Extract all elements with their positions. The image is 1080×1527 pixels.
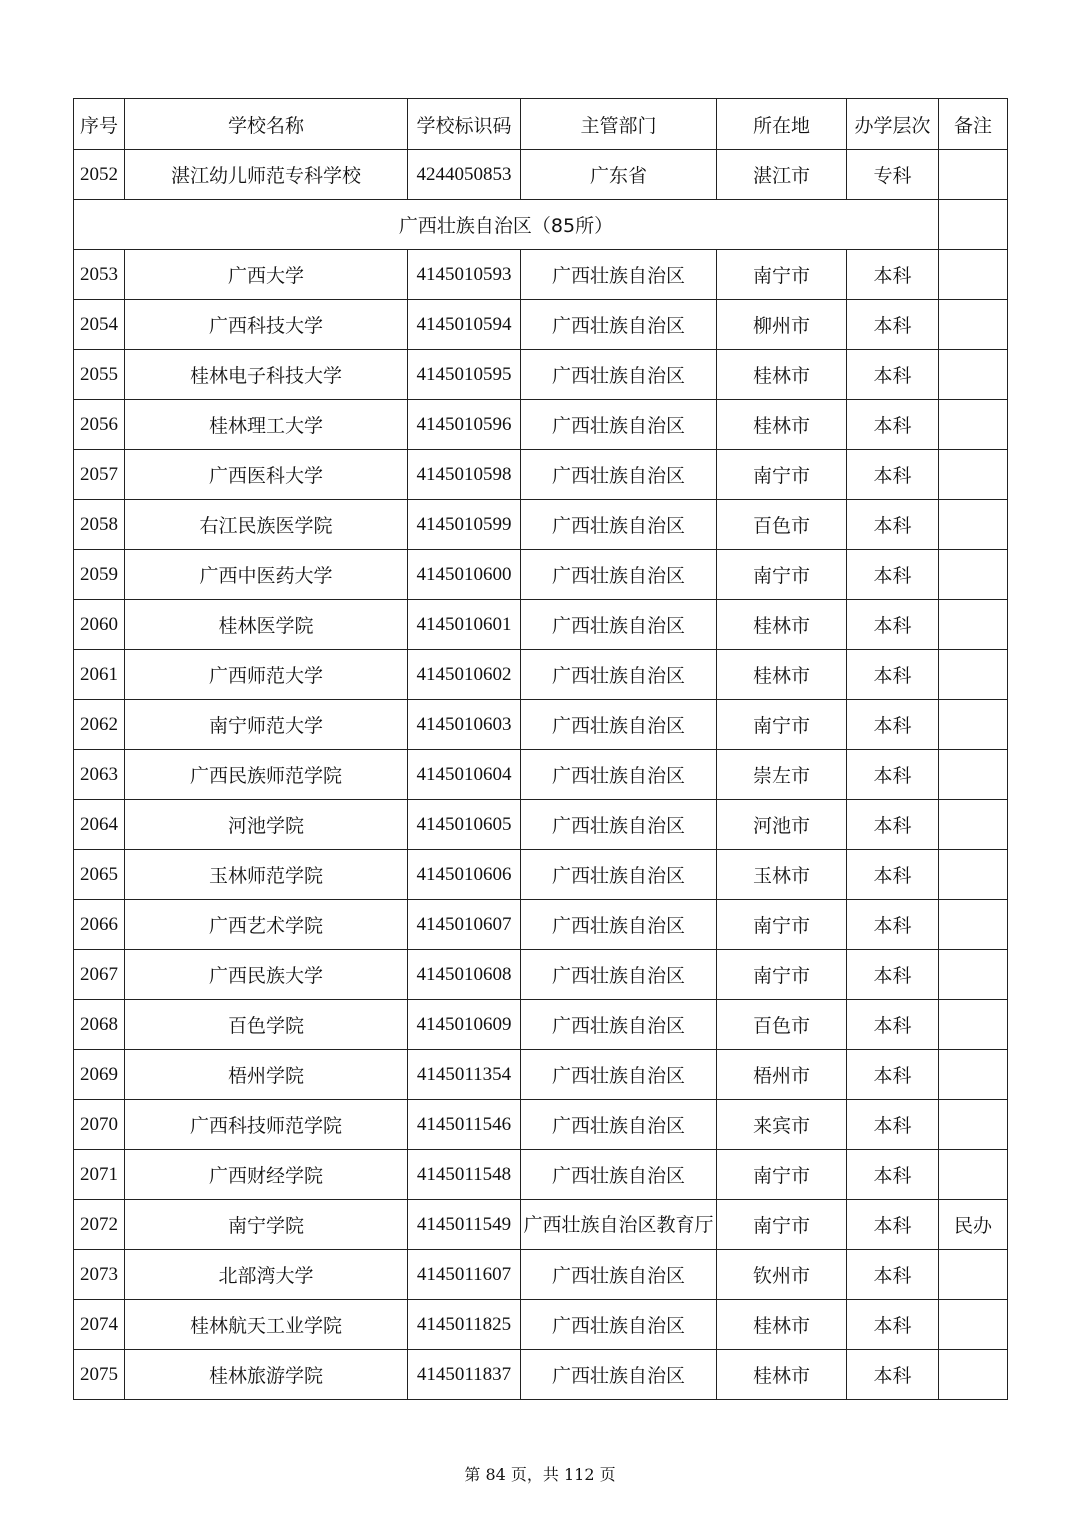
cell-location: 南宁市 bbox=[717, 1200, 847, 1250]
table-row bbox=[74, 350, 1008, 400]
cell-level: 本科 bbox=[847, 1300, 939, 1350]
cell-no: 2074 bbox=[74, 1300, 125, 1350]
cell-department: 广西壮族自治区 bbox=[521, 250, 717, 300]
cell-no: 2053 bbox=[74, 250, 125, 300]
cell-school-code: 4145010600 bbox=[408, 550, 521, 600]
cell-department: 广西壮族自治区 bbox=[521, 450, 717, 500]
cell-no: 2073 bbox=[74, 1250, 125, 1300]
cell-school-code: 4145011546 bbox=[408, 1100, 521, 1150]
cell-school-name: 桂林航天工业学院 bbox=[125, 1300, 408, 1350]
cell-location: 桂林市 bbox=[717, 650, 847, 700]
cell-school-name: 百色学院 bbox=[125, 1000, 408, 1050]
cell-school-code: 4145010601 bbox=[408, 600, 521, 650]
cell-level: 本科 bbox=[847, 900, 939, 950]
header-location: 所在地 bbox=[717, 99, 847, 150]
cell-note bbox=[939, 650, 1008, 700]
table-row bbox=[74, 950, 1008, 1000]
cell-department: 广西壮族自治区 bbox=[521, 850, 717, 900]
table-row bbox=[74, 750, 1008, 800]
cell-level: 本科 bbox=[847, 700, 939, 750]
cell-no: 2059 bbox=[74, 550, 125, 600]
cell-school-name: 北部湾大学 bbox=[125, 1250, 408, 1300]
cell-school-code: 4145010602 bbox=[408, 650, 521, 700]
cell-level: 本科 bbox=[847, 1250, 939, 1300]
cell-school-name: 桂林医学院 bbox=[125, 600, 408, 650]
cell-school-name: 梧州学院 bbox=[125, 1050, 408, 1100]
cell-school-code: 4145011548 bbox=[408, 1150, 521, 1200]
cell-location: 来宾市 bbox=[717, 1100, 847, 1150]
header-no: 序号 bbox=[74, 99, 125, 150]
cell-school-name: 广西民族大学 bbox=[125, 950, 408, 1000]
cell-school-code: 4145010606 bbox=[408, 850, 521, 900]
section-row bbox=[74, 200, 1008, 250]
cell-level: 本科 bbox=[847, 800, 939, 850]
cell-note bbox=[939, 800, 1008, 850]
cell-department: 广西壮族自治区 bbox=[521, 1050, 717, 1100]
table-row bbox=[74, 550, 1008, 600]
table-row bbox=[74, 1150, 1008, 1200]
header-note: 备注 bbox=[939, 99, 1008, 150]
cell-school-code: 4145010594 bbox=[408, 300, 521, 350]
cell-note bbox=[939, 500, 1008, 550]
cell-note bbox=[939, 400, 1008, 450]
cell-department: 广西壮族自治区 bbox=[521, 300, 717, 350]
cell-location: 桂林市 bbox=[717, 350, 847, 400]
cell-note bbox=[939, 1250, 1008, 1300]
cell-department: 广西壮族自治区 bbox=[521, 750, 717, 800]
header-level: 办学层次 bbox=[847, 99, 939, 150]
cell-school-name: 广西财经学院 bbox=[125, 1150, 408, 1200]
table-row bbox=[74, 1350, 1008, 1400]
cell-department: 广西壮族自治区 bbox=[521, 1000, 717, 1050]
cell-no: 2065 bbox=[74, 850, 125, 900]
cell-school-code: 4145010599 bbox=[408, 500, 521, 550]
table-row bbox=[74, 250, 1008, 300]
cell-no: 2072 bbox=[74, 1200, 125, 1250]
cell-location: 南宁市 bbox=[717, 450, 847, 500]
cell-location: 南宁市 bbox=[717, 900, 847, 950]
cell-school-name: 桂林电子科技大学 bbox=[125, 350, 408, 400]
cell-school-code: 4145011354 bbox=[408, 1050, 521, 1100]
cell-location: 湛江市 bbox=[717, 150, 847, 200]
cell-level: 本科 bbox=[847, 1150, 939, 1200]
cell-department: 广西壮族自治区 bbox=[521, 900, 717, 950]
cell-no: 2070 bbox=[74, 1100, 125, 1150]
cell-level: 本科 bbox=[847, 600, 939, 650]
cell-school-code: 4244050853 bbox=[408, 150, 521, 200]
table-row bbox=[74, 800, 1008, 850]
cell-school-name: 广西医科大学 bbox=[125, 450, 408, 500]
cell-location: 南宁市 bbox=[717, 250, 847, 300]
cell-level: 本科 bbox=[847, 500, 939, 550]
cell-school-code: 4145011837 bbox=[408, 1350, 521, 1400]
cell-note bbox=[939, 1100, 1008, 1150]
cell-note bbox=[939, 750, 1008, 800]
cell-no: 2060 bbox=[74, 600, 125, 650]
cell-school-code: 4145011549 bbox=[408, 1200, 521, 1250]
cell-school-code: 4145010595 bbox=[408, 350, 521, 400]
cell-school-name: 右江民族医学院 bbox=[125, 500, 408, 550]
cell-note bbox=[939, 1050, 1008, 1100]
table-row bbox=[74, 500, 1008, 550]
cell-school-name: 河池学院 bbox=[125, 800, 408, 850]
table-row bbox=[74, 1250, 1008, 1300]
cell-level: 本科 bbox=[847, 1200, 939, 1250]
cell-note bbox=[939, 1000, 1008, 1050]
cell-school-name: 广西师范大学 bbox=[125, 650, 408, 700]
cell-school-name: 广西科技师范学院 bbox=[125, 1100, 408, 1150]
cell-location: 桂林市 bbox=[717, 600, 847, 650]
cell-location: 钦州市 bbox=[717, 1250, 847, 1300]
table-row bbox=[74, 600, 1008, 650]
cell-department: 广西壮族自治区 bbox=[521, 700, 717, 750]
cell-school-name: 广西艺术学院 bbox=[125, 900, 408, 950]
cell-location: 玉林市 bbox=[717, 850, 847, 900]
table-row bbox=[74, 1300, 1008, 1350]
cell-no: 2055 bbox=[74, 350, 125, 400]
table-row bbox=[74, 900, 1008, 950]
cell-department: 广西壮族自治区 bbox=[521, 1350, 717, 1400]
cell-location: 南宁市 bbox=[717, 1150, 847, 1200]
cell-department: 广西壮族自治区 bbox=[521, 1250, 717, 1300]
cell-no: 2067 bbox=[74, 950, 125, 1000]
cell-school-name: 玉林师范学院 bbox=[125, 850, 408, 900]
cell-no: 2068 bbox=[74, 1000, 125, 1050]
cell-school-name: 广西民族师范学院 bbox=[125, 750, 408, 800]
cell-level: 本科 bbox=[847, 450, 939, 500]
cell-no: 2061 bbox=[74, 650, 125, 700]
cell-location: 百色市 bbox=[717, 1000, 847, 1050]
cell-school-name: 南宁学院 bbox=[125, 1200, 408, 1250]
cell-note: 民办 bbox=[939, 1200, 1008, 1250]
cell-note bbox=[939, 150, 1008, 200]
cell-no: 2069 bbox=[74, 1050, 125, 1100]
cell-school-code: 4145010608 bbox=[408, 950, 521, 1000]
cell-location: 南宁市 bbox=[717, 950, 847, 1000]
cell-school-code: 4145010598 bbox=[408, 450, 521, 500]
cell-department: 广西壮族自治区 bbox=[521, 1100, 717, 1150]
cell-level: 本科 bbox=[847, 650, 939, 700]
cell-school-name: 桂林旅游学院 bbox=[125, 1350, 408, 1400]
cell-location: 桂林市 bbox=[717, 1300, 847, 1350]
cell-no: 2062 bbox=[74, 700, 125, 750]
section-note-cell bbox=[939, 200, 1008, 250]
cell-location: 柳州市 bbox=[717, 300, 847, 350]
table-row bbox=[74, 400, 1008, 450]
header-department: 主管部门 bbox=[521, 99, 717, 150]
table-row bbox=[74, 300, 1008, 350]
cell-school-code: 4145010607 bbox=[408, 900, 521, 950]
cell-department: 广西壮族自治区 bbox=[521, 800, 717, 850]
cell-level: 本科 bbox=[847, 950, 939, 1000]
section-title: 广西壮族自治区（85所） bbox=[74, 200, 939, 250]
cell-location: 梧州市 bbox=[717, 1050, 847, 1100]
cell-no: 2075 bbox=[74, 1350, 125, 1400]
cell-school-name: 广西中医药大学 bbox=[125, 550, 408, 600]
cell-note bbox=[939, 900, 1008, 950]
cell-no: 2056 bbox=[74, 400, 125, 450]
cell-level: 本科 bbox=[847, 1350, 939, 1400]
cell-note bbox=[939, 350, 1008, 400]
cell-location: 崇左市 bbox=[717, 750, 847, 800]
cell-location: 百色市 bbox=[717, 500, 847, 550]
cell-level: 专科 bbox=[847, 150, 939, 200]
cell-school-code: 4145010604 bbox=[408, 750, 521, 800]
cell-no: 2066 bbox=[74, 900, 125, 950]
cell-no: 2064 bbox=[74, 800, 125, 850]
page-footer: 第 84 页，共 112 页 bbox=[464, 1465, 616, 1484]
cell-note bbox=[939, 450, 1008, 500]
cell-school-code: 4145011825 bbox=[408, 1300, 521, 1350]
cell-level: 本科 bbox=[847, 400, 939, 450]
cell-department: 广西壮族自治区 bbox=[521, 950, 717, 1000]
cell-school-name: 南宁师范大学 bbox=[125, 700, 408, 750]
cell-note bbox=[939, 1150, 1008, 1200]
school-list-table bbox=[73, 98, 1008, 1400]
cell-no: 2054 bbox=[74, 300, 125, 350]
table-row bbox=[74, 700, 1008, 750]
cell-school-name: 桂林理工大学 bbox=[125, 400, 408, 450]
table-row bbox=[74, 1050, 1008, 1100]
cell-school-code: 4145010605 bbox=[408, 800, 521, 850]
cell-note bbox=[939, 600, 1008, 650]
cell-school-code: 4145010596 bbox=[408, 400, 521, 450]
cell-department: 广东省 bbox=[521, 150, 717, 200]
table-row bbox=[74, 1100, 1008, 1150]
cell-no: 2058 bbox=[74, 500, 125, 550]
cell-department: 广西壮族自治区 bbox=[521, 500, 717, 550]
cell-note bbox=[939, 1300, 1008, 1350]
cell-school-code: 4145011607 bbox=[408, 1250, 521, 1300]
cell-level: 本科 bbox=[847, 300, 939, 350]
table-row bbox=[74, 650, 1008, 700]
cell-level: 本科 bbox=[847, 850, 939, 900]
header-school-code: 学校标识码 bbox=[408, 99, 521, 150]
cell-department: 广西壮族自治区 bbox=[521, 600, 717, 650]
cell-school-code: 4145010609 bbox=[408, 1000, 521, 1050]
table-row bbox=[74, 850, 1008, 900]
cell-level: 本科 bbox=[847, 1100, 939, 1150]
cell-no: 2057 bbox=[74, 450, 125, 500]
cell-school-name: 广西科技大学 bbox=[125, 300, 408, 350]
cell-department: 广西壮族自治区 bbox=[521, 400, 717, 450]
cell-location: 南宁市 bbox=[717, 700, 847, 750]
cell-department: 广西壮族自治区 bbox=[521, 350, 717, 400]
cell-note bbox=[939, 700, 1008, 750]
cell-location: 桂林市 bbox=[717, 1350, 847, 1400]
header-school-name: 学校名称 bbox=[125, 99, 408, 150]
table-row bbox=[74, 1200, 1008, 1250]
cell-no: 2052 bbox=[74, 150, 125, 200]
cell-level: 本科 bbox=[847, 750, 939, 800]
cell-level: 本科 bbox=[847, 250, 939, 300]
cell-no: 2071 bbox=[74, 1150, 125, 1200]
cell-note bbox=[939, 1350, 1008, 1400]
table-row bbox=[74, 1000, 1008, 1050]
cell-no: 2063 bbox=[74, 750, 125, 800]
cell-location: 桂林市 bbox=[717, 400, 847, 450]
cell-level: 本科 bbox=[847, 550, 939, 600]
cell-location: 河池市 bbox=[717, 800, 847, 850]
cell-note bbox=[939, 850, 1008, 900]
cell-level: 本科 bbox=[847, 350, 939, 400]
cell-school-name: 广西大学 bbox=[125, 250, 408, 300]
cell-school-code: 4145010593 bbox=[408, 250, 521, 300]
cell-note bbox=[939, 250, 1008, 300]
table-header-row bbox=[74, 99, 1008, 150]
cell-note bbox=[939, 550, 1008, 600]
cell-department: 广西壮族自治区 bbox=[521, 1150, 717, 1200]
cell-level: 本科 bbox=[847, 1000, 939, 1050]
cell-department: 广西壮族自治区教育厅 bbox=[521, 1200, 717, 1250]
table-row bbox=[74, 150, 1008, 200]
cell-school-code: 4145010603 bbox=[408, 700, 521, 750]
cell-department: 广西壮族自治区 bbox=[521, 650, 717, 700]
cell-department: 广西壮族自治区 bbox=[521, 550, 717, 600]
cell-school-name: 湛江幼儿师范专科学校 bbox=[125, 150, 408, 200]
cell-level: 本科 bbox=[847, 1050, 939, 1100]
cell-note bbox=[939, 300, 1008, 350]
cell-note bbox=[939, 950, 1008, 1000]
table-row bbox=[74, 450, 1008, 500]
cell-location: 南宁市 bbox=[717, 550, 847, 600]
cell-department: 广西壮族自治区 bbox=[521, 1300, 717, 1350]
